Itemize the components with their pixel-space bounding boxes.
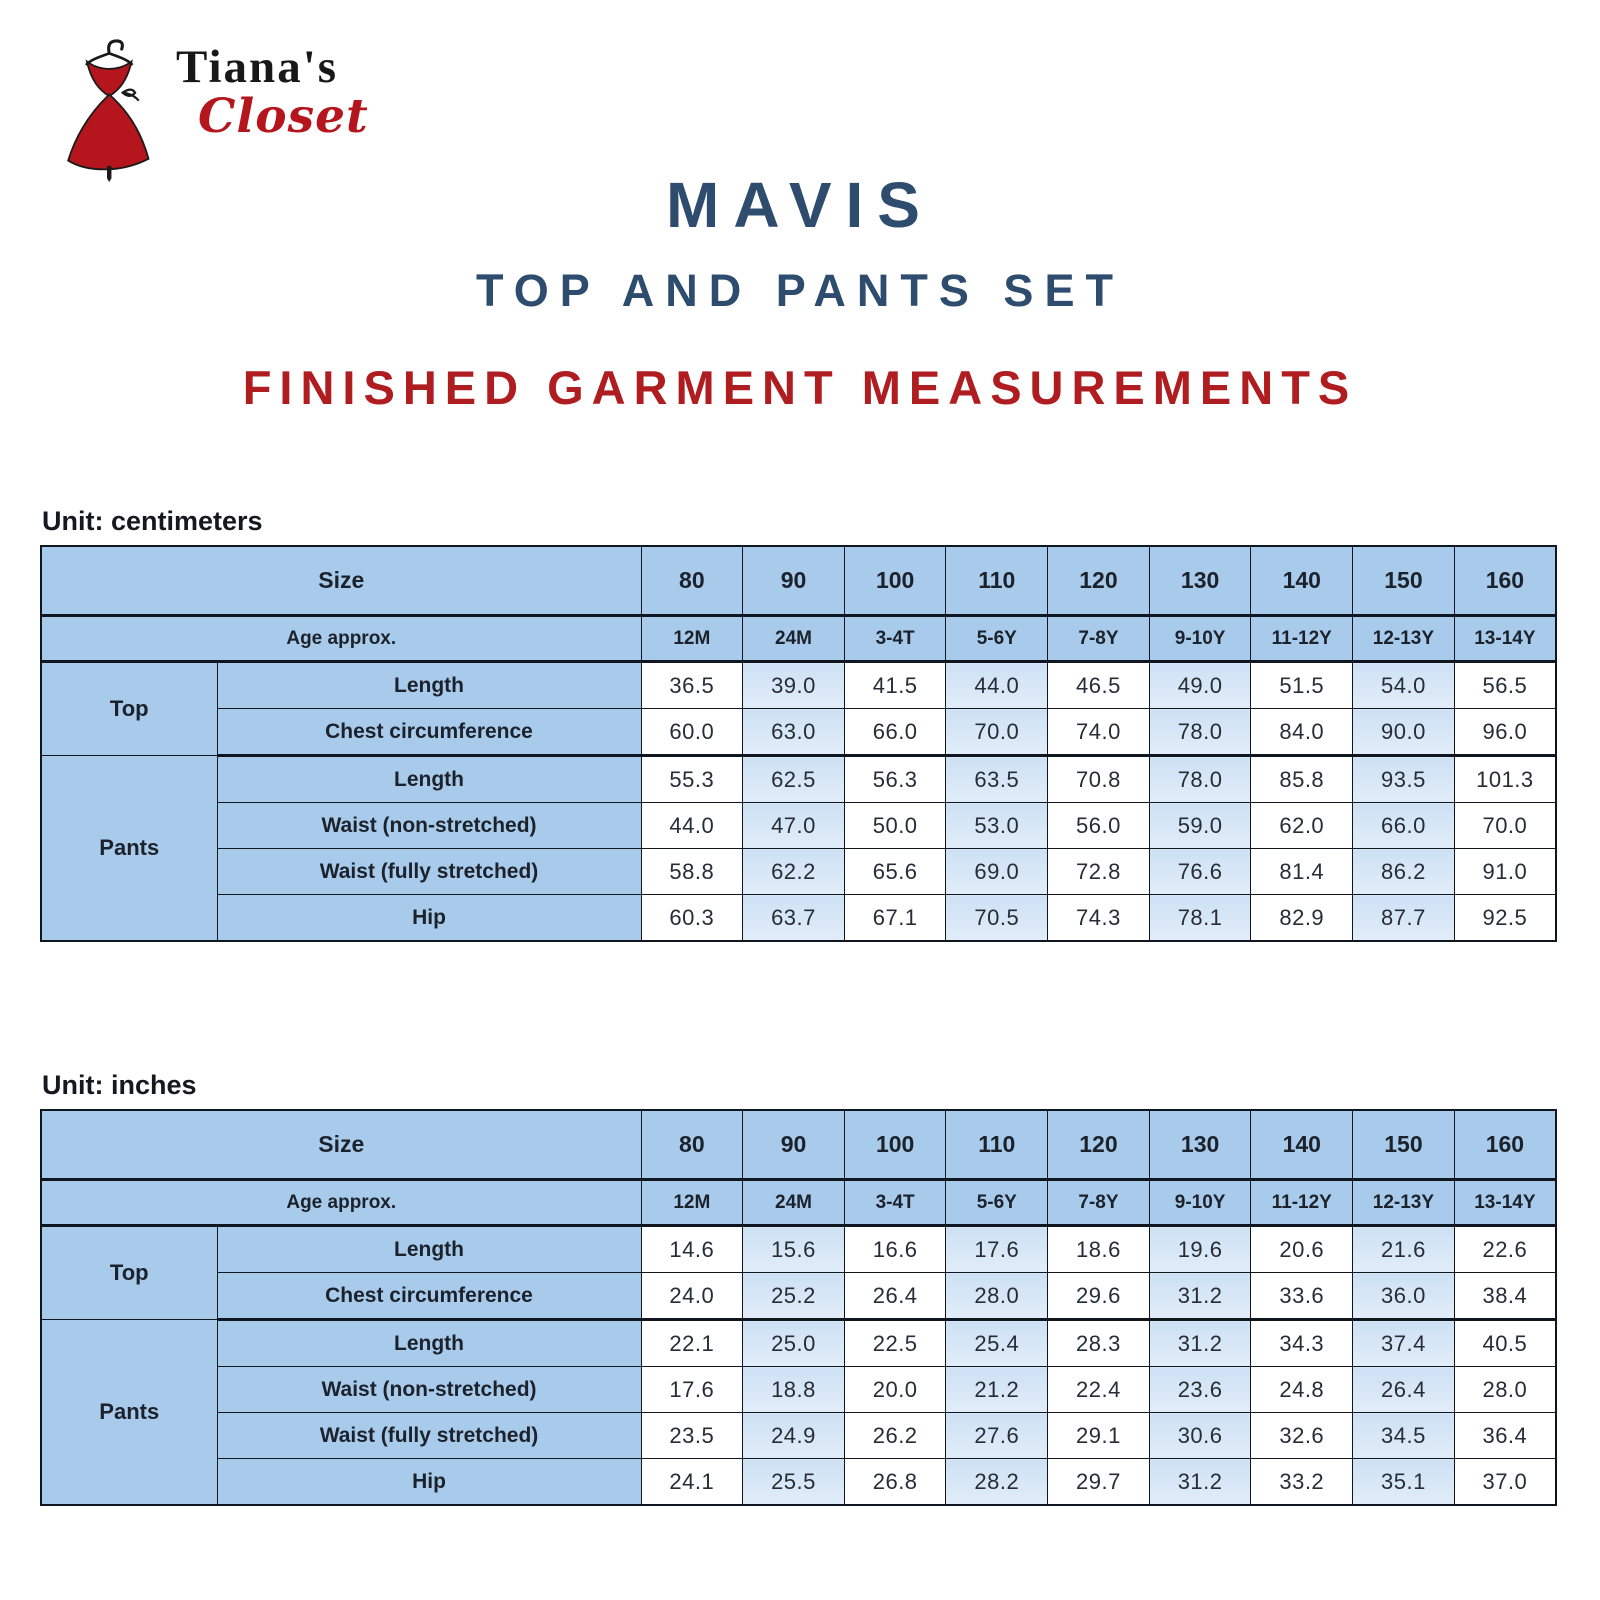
measurement-value: 19.6 bbox=[1149, 1226, 1251, 1273]
size-column-header: 150 bbox=[1353, 1110, 1455, 1180]
measurement-value: 74.3 bbox=[1048, 895, 1150, 942]
age-column-header: 11-12Y bbox=[1251, 1180, 1353, 1226]
measurement-value: 24.9 bbox=[743, 1413, 845, 1459]
measurement-value: 55.3 bbox=[641, 756, 743, 803]
age-column-header: 24M bbox=[743, 1180, 845, 1226]
measurement-row bbox=[41, 1320, 1556, 1367]
age-header-row bbox=[41, 1180, 1556, 1226]
measurement-label: Length bbox=[217, 662, 641, 709]
measurement-value: 81.4 bbox=[1251, 849, 1353, 895]
size-column-header: 100 bbox=[844, 546, 946, 616]
inches-table-section bbox=[40, 1070, 1557, 1506]
measurement-label: Chest circumference bbox=[217, 709, 641, 756]
measurement-value: 44.0 bbox=[946, 662, 1048, 709]
age-column-header: 9-10Y bbox=[1149, 1180, 1251, 1226]
measurement-label: Waist (non-stretched) bbox=[217, 803, 641, 849]
size-column-header: 140 bbox=[1251, 1110, 1353, 1180]
measurement-value: 51.5 bbox=[1251, 662, 1353, 709]
age-column-header: 3-4T bbox=[844, 616, 946, 662]
measurement-value: 32.6 bbox=[1251, 1413, 1353, 1459]
measurement-value: 21.2 bbox=[946, 1367, 1048, 1413]
measurement-value: 50.0 bbox=[844, 803, 946, 849]
measurement-value: 56.5 bbox=[1454, 662, 1556, 709]
measurement-value: 85.8 bbox=[1251, 756, 1353, 803]
measurement-value: 22.4 bbox=[1048, 1367, 1150, 1413]
measurement-value: 49.0 bbox=[1149, 662, 1251, 709]
measurement-value: 70.8 bbox=[1048, 756, 1150, 803]
measurement-value: 87.7 bbox=[1353, 895, 1455, 942]
cm-size-chart-table bbox=[40, 545, 1557, 942]
age-column-header: 13-14Y bbox=[1454, 1180, 1556, 1226]
measurement-value: 29.7 bbox=[1048, 1459, 1150, 1506]
measurement-value: 22.6 bbox=[1454, 1226, 1556, 1273]
measurement-value: 25.4 bbox=[946, 1320, 1048, 1367]
measurement-value: 66.0 bbox=[1353, 803, 1455, 849]
measurement-value: 30.6 bbox=[1149, 1413, 1251, 1459]
group-label-top: Top bbox=[41, 1226, 217, 1320]
measurement-label: Length bbox=[217, 756, 641, 803]
measurement-value: 66.0 bbox=[844, 709, 946, 756]
measurement-value: 58.8 bbox=[641, 849, 743, 895]
age-column-header: 7-8Y bbox=[1048, 616, 1150, 662]
measurement-row bbox=[41, 803, 1556, 849]
measurement-value: 26.8 bbox=[844, 1459, 946, 1506]
age-column-header: 9-10Y bbox=[1149, 616, 1251, 662]
measurement-value: 31.2 bbox=[1149, 1320, 1251, 1367]
measurement-row bbox=[41, 1367, 1556, 1413]
cm-table-section bbox=[40, 506, 1557, 942]
measurement-label: Length bbox=[217, 1226, 641, 1273]
measurement-value: 26.4 bbox=[1353, 1367, 1455, 1413]
group-label-pants: Pants bbox=[41, 756, 217, 942]
age-column-header: 5-6Y bbox=[946, 616, 1048, 662]
measurement-value: 35.1 bbox=[1353, 1459, 1455, 1506]
measurement-value: 33.2 bbox=[1251, 1459, 1353, 1506]
dress-mannequin-icon bbox=[52, 32, 170, 182]
size-column-header: 160 bbox=[1454, 1110, 1556, 1180]
measurement-row bbox=[41, 1413, 1556, 1459]
measurement-value: 24.0 bbox=[641, 1273, 743, 1320]
age-column-header: 12-13Y bbox=[1353, 1180, 1455, 1226]
measurement-value: 56.0 bbox=[1048, 803, 1150, 849]
measurement-value: 96.0 bbox=[1454, 709, 1556, 756]
measurement-value: 22.1 bbox=[641, 1320, 743, 1367]
measurement-value: 78.0 bbox=[1149, 709, 1251, 756]
measurement-value: 62.5 bbox=[743, 756, 845, 803]
measurement-value: 20.6 bbox=[1251, 1226, 1353, 1273]
measurement-value: 22.5 bbox=[844, 1320, 946, 1367]
measurement-value: 23.5 bbox=[641, 1413, 743, 1459]
measurement-value: 18.8 bbox=[743, 1367, 845, 1413]
age-column-header: 3-4T bbox=[844, 1180, 946, 1226]
measurement-value: 78.0 bbox=[1149, 756, 1251, 803]
age-column-header: 7-8Y bbox=[1048, 1180, 1150, 1226]
age-column-header: 11-12Y bbox=[1251, 616, 1353, 662]
measurement-value: 37.4 bbox=[1353, 1320, 1455, 1367]
measurement-row bbox=[41, 849, 1556, 895]
inches-size-chart-table bbox=[40, 1109, 1557, 1506]
measurement-value: 16.6 bbox=[844, 1226, 946, 1273]
measurement-value: 28.0 bbox=[1454, 1367, 1556, 1413]
measurement-value: 90.0 bbox=[1353, 709, 1455, 756]
size-header-row bbox=[41, 1110, 1556, 1180]
brand-name bbox=[176, 32, 369, 144]
measurement-row bbox=[41, 709, 1556, 756]
measurement-label: Waist (fully stretched) bbox=[217, 849, 641, 895]
measurement-value: 15.6 bbox=[743, 1226, 845, 1273]
measurement-value: 31.2 bbox=[1149, 1273, 1251, 1320]
measurement-value: 27.6 bbox=[946, 1413, 1048, 1459]
age-column-header: 12-13Y bbox=[1353, 616, 1455, 662]
size-column-header: 80 bbox=[641, 546, 743, 616]
measurement-value: 101.3 bbox=[1454, 756, 1556, 803]
measurement-value: 69.0 bbox=[946, 849, 1048, 895]
page-subtitle: TOP AND PANTS SET bbox=[476, 265, 1124, 316]
measurement-value: 34.5 bbox=[1353, 1413, 1455, 1459]
measurement-value: 39.0 bbox=[743, 662, 845, 709]
measurement-value: 84.0 bbox=[1251, 709, 1353, 756]
section-heading: FINISHED GARMENT MEASUREMENTS bbox=[242, 361, 1358, 414]
measurement-value: 56.3 bbox=[844, 756, 946, 803]
measurement-value: 60.3 bbox=[641, 895, 743, 942]
measurement-value: 28.2 bbox=[946, 1459, 1048, 1506]
measurement-value: 91.0 bbox=[1454, 849, 1556, 895]
brand-name-line2: Closet bbox=[198, 89, 369, 144]
page-title: MAVIS bbox=[666, 169, 934, 241]
measurement-value: 46.5 bbox=[1048, 662, 1150, 709]
size-column-header: 130 bbox=[1149, 546, 1251, 616]
measurement-value: 76.6 bbox=[1149, 849, 1251, 895]
measurement-row bbox=[41, 1273, 1556, 1320]
age-header-label: Age approx. bbox=[41, 616, 641, 662]
age-column-header: 12M bbox=[641, 1180, 743, 1226]
size-column-header: 140 bbox=[1251, 546, 1353, 616]
measurement-value: 59.0 bbox=[1149, 803, 1251, 849]
measurement-label: Hip bbox=[217, 895, 641, 942]
measurement-value: 63.7 bbox=[743, 895, 845, 942]
measurement-value: 92.5 bbox=[1454, 895, 1556, 942]
age-header-row bbox=[41, 616, 1556, 662]
measurement-value: 33.6 bbox=[1251, 1273, 1353, 1320]
size-column-header: 90 bbox=[743, 546, 845, 616]
measurement-value: 70.0 bbox=[946, 709, 1048, 756]
measurement-row bbox=[41, 756, 1556, 803]
measurement-label: Waist (fully stretched) bbox=[217, 1413, 641, 1459]
age-column-header: 12M bbox=[641, 616, 743, 662]
measurement-value: 70.0 bbox=[1454, 803, 1556, 849]
measurement-value: 17.6 bbox=[946, 1226, 1048, 1273]
size-column-header: 100 bbox=[844, 1110, 946, 1180]
measurement-label: Chest circumference bbox=[217, 1273, 641, 1320]
measurement-value: 25.2 bbox=[743, 1273, 845, 1320]
size-column-header: 120 bbox=[1048, 1110, 1150, 1180]
measurement-value: 24.1 bbox=[641, 1459, 743, 1506]
measurement-label: Hip bbox=[217, 1459, 641, 1506]
measurement-value: 62.2 bbox=[743, 849, 845, 895]
group-label-pants: Pants bbox=[41, 1320, 217, 1506]
measurement-value: 28.0 bbox=[946, 1273, 1048, 1320]
measurement-value: 36.4 bbox=[1454, 1413, 1556, 1459]
size-header-label: Size bbox=[41, 546, 641, 616]
size-header-label: Size bbox=[41, 1110, 641, 1180]
measurement-value: 47.0 bbox=[743, 803, 845, 849]
measurement-row bbox=[41, 1226, 1556, 1273]
measurement-value: 36.0 bbox=[1353, 1273, 1455, 1320]
measurement-value: 65.6 bbox=[844, 849, 946, 895]
measurement-value: 86.2 bbox=[1353, 849, 1455, 895]
measurement-value: 31.2 bbox=[1149, 1459, 1251, 1506]
measurement-value: 29.1 bbox=[1048, 1413, 1150, 1459]
measurement-value: 23.6 bbox=[1149, 1367, 1251, 1413]
measurement-value: 54.0 bbox=[1353, 662, 1455, 709]
measurement-value: 67.1 bbox=[844, 895, 946, 942]
size-column-header: 80 bbox=[641, 1110, 743, 1180]
size-column-header: 90 bbox=[743, 1110, 845, 1180]
size-column-header: 110 bbox=[946, 1110, 1048, 1180]
size-column-header: 160 bbox=[1454, 546, 1556, 616]
age-column-header: 13-14Y bbox=[1454, 616, 1556, 662]
age-column-header: 24M bbox=[743, 616, 845, 662]
measurement-label: Length bbox=[217, 1320, 641, 1367]
measurement-value: 82.9 bbox=[1251, 895, 1353, 942]
measurement-value: 25.5 bbox=[743, 1459, 845, 1506]
size-column-header: 110 bbox=[946, 546, 1048, 616]
measurement-value: 60.0 bbox=[641, 709, 743, 756]
measurement-value: 40.5 bbox=[1454, 1320, 1556, 1367]
size-column-header: 130 bbox=[1149, 1110, 1251, 1180]
measurement-row bbox=[41, 662, 1556, 709]
measurement-value: 38.4 bbox=[1454, 1273, 1556, 1320]
measurement-value: 63.0 bbox=[743, 709, 845, 756]
measurement-value: 34.3 bbox=[1251, 1320, 1353, 1367]
measurement-value: 25.0 bbox=[743, 1320, 845, 1367]
unit-label-centimeters: Unit: centimeters bbox=[42, 506, 263, 536]
measurement-value: 62.0 bbox=[1251, 803, 1353, 849]
measurement-value: 41.5 bbox=[844, 662, 946, 709]
measurement-value: 28.3 bbox=[1048, 1320, 1150, 1367]
measurement-value: 78.1 bbox=[1149, 895, 1251, 942]
measurement-value: 20.0 bbox=[844, 1367, 946, 1413]
measurement-value: 74.0 bbox=[1048, 709, 1150, 756]
unit-label-inches: Unit: inches bbox=[42, 1070, 197, 1100]
measurement-value: 72.8 bbox=[1048, 849, 1150, 895]
measurement-value: 17.6 bbox=[641, 1367, 743, 1413]
measurement-row bbox=[41, 895, 1556, 942]
brand-logo bbox=[52, 32, 369, 182]
brand-name-line1: Tiana's bbox=[176, 41, 339, 93]
measurement-value: 26.2 bbox=[844, 1413, 946, 1459]
measurement-value: 53.0 bbox=[946, 803, 1048, 849]
measurement-row bbox=[41, 1459, 1556, 1506]
measurement-value: 26.4 bbox=[844, 1273, 946, 1320]
age-header-label: Age approx. bbox=[41, 1180, 641, 1226]
measurement-value: 70.5 bbox=[946, 895, 1048, 942]
measurement-value: 21.6 bbox=[1353, 1226, 1455, 1273]
measurement-label: Waist (non-stretched) bbox=[217, 1367, 641, 1413]
measurement-value: 24.8 bbox=[1251, 1367, 1353, 1413]
measurement-value: 93.5 bbox=[1353, 756, 1455, 803]
measurement-value: 29.6 bbox=[1048, 1273, 1150, 1320]
size-column-header: 120 bbox=[1048, 546, 1150, 616]
measurement-value: 37.0 bbox=[1454, 1459, 1556, 1506]
measurement-value: 18.6 bbox=[1048, 1226, 1150, 1273]
size-header-row bbox=[41, 546, 1556, 616]
group-label-top: Top bbox=[41, 662, 217, 756]
age-column-header: 5-6Y bbox=[946, 1180, 1048, 1226]
measurement-value: 44.0 bbox=[641, 803, 743, 849]
measurement-value: 63.5 bbox=[946, 756, 1048, 803]
measurement-value: 36.5 bbox=[641, 662, 743, 709]
size-column-header: 150 bbox=[1353, 546, 1455, 616]
measurement-value: 14.6 bbox=[641, 1226, 743, 1273]
